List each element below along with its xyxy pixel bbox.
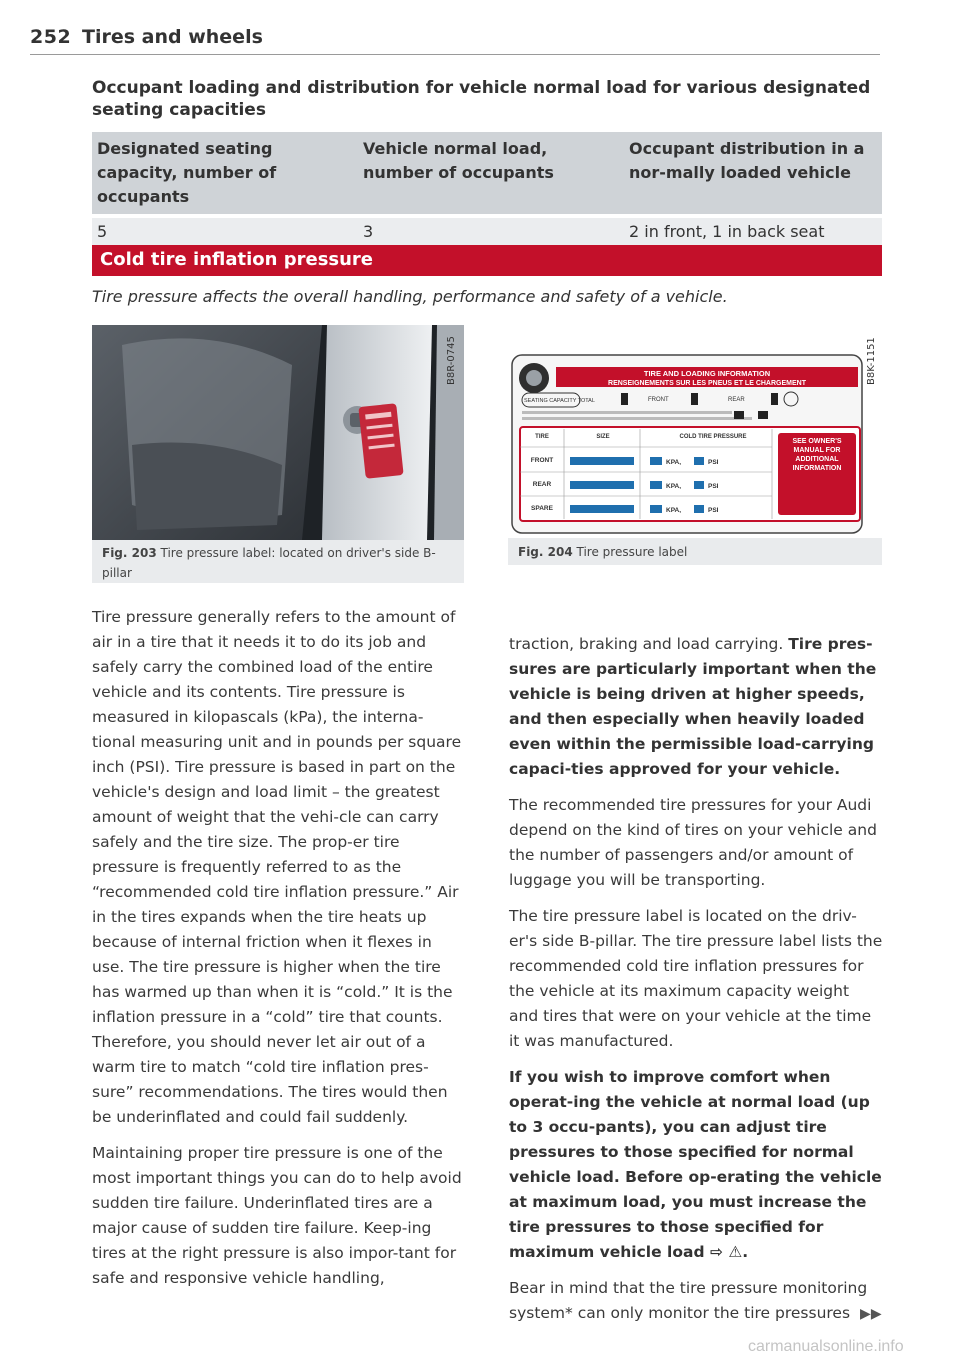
section-heading-bar [92, 245, 882, 276]
table-cell: 3 [358, 216, 624, 246]
figure-number: Fig. 203 [102, 546, 157, 560]
chapter-title: Tires and wheels [82, 26, 263, 48]
figure-204 [508, 325, 882, 565]
table-header-cell: Vehicle normal load, number of occupants [358, 132, 624, 216]
paragraph-text: traction, braking and load carrying. [509, 635, 789, 653]
label-kpa: KPA, [666, 483, 682, 490]
label-psi: PSI [708, 507, 719, 514]
label-kpa: KPA, [666, 459, 682, 466]
table-header-row [92, 132, 882, 216]
table-row [92, 216, 882, 246]
paragraph [509, 1276, 883, 1327]
right-column [509, 632, 883, 1338]
paragraph: The recommended tire pressures for your Audi depend on the kind of tires on your vehicle and the number of passengers and/or amount of luggage you will be transporting. [509, 796, 877, 889]
table-header-cell: Occupant distribution in a nor-mally loaded vehicle [624, 132, 882, 216]
paragraph: Maintaining proper tire pressure is one of the most important things you can do to help avoid sudden tire failure. Underinflated tires are a major cause of sudden tire failure. Keep-ing tires at the right pressure is also impor-tant for safe and responsive vehicle handling, [92, 1144, 462, 1287]
continue-arrow-icon: ▶▶ [860, 1306, 882, 1322]
table-cell: 2 in front, 1 in back seat [624, 216, 882, 246]
paragraph: The tire pressure label is located on the driv-er's side B-pillar. The tire pressure label lists the recommended cold tire inflation pressures for the vehicle at its maximum capacity weight and tires that were on your vehicle at the time it was manufactured. [509, 907, 883, 1050]
left-column [92, 605, 464, 1302]
label-col-pressure: COLD TIRE PRESSURE [679, 434, 747, 440]
tire-label-illustration [508, 325, 882, 538]
figure-caption-text: Tire pressure label [576, 545, 688, 559]
warning-paragraph: If you wish to improve comfort when operat-ing the vehicle at normal load (up to 3 occu-pants), you can adjust tire pressures to those specified for normal vehicle load. Before op-erating the vehicle at maximum load, you must increase the tire pressures to those specified for maximum vehicle load ⇨ ⚠. [509, 1068, 882, 1261]
figure-caption-text: Tire pressure label: located on driver's side B-pillar [102, 546, 436, 580]
label-kpa: KPA, [666, 507, 682, 514]
label-row-spare: SPARE [531, 505, 553, 512]
label-rear: REAR [728, 397, 745, 403]
paragraph-bold-text: Tire pres-sures are particularly important when the vehicle is being driven at higher speeds, and then especially when heavily loaded even within the permissible load-carrying capaci-ties approved for your vehicle. [509, 635, 877, 778]
label-psi: PSI [708, 483, 719, 490]
figure-code: B8K-1151 [866, 337, 877, 385]
section-intro: Tire pressure affects the overall handling, performance and safety of a vehicle. [92, 287, 728, 306]
b-pillar-photo [92, 325, 464, 540]
table-header-cell: Designated seating capacity, number of occupants [92, 132, 358, 216]
paragraph: Tire pressure generally refers to the amount of air in a tire that it needs it to do its job and safely carry the combined load of the entire vehicle and its contents. Tire pressure is measured in kilopascals (kPa), the interna-tional measuring unit and in pounds per square inch (PSI). Tire pressure is based in part on the vehicle's design and load limit – the greatest amount of weight that the vehi-cle can carry safely and the tire size. The prop-er tire pressure is frequently referred to as the “recommended cold tire inflation pressure.” Air in the tires expands when the tire heats up because of internal friction when it flexes in use. The tire pressure is higher when the tire has warmed up than when it is “cold.” It is the inflation pressure in a “cold” tire that counts. Therefore, you should never let air out of a warm tire to match “cold tire inflation pres-sure” recommendations. The tires would then be underinflated and could fail suddenly. [92, 608, 462, 1126]
watermark: carmanualsonline.info [748, 1338, 904, 1355]
figure-203 [92, 325, 464, 583]
label-seating: SEATING CAPACITY TOTAL [524, 398, 595, 404]
table-title: Occupant loading and distribution for vehicle normal load for various designated seating capacities [92, 78, 871, 120]
paragraph [509, 632, 883, 782]
label-title-en: TIRE AND LOADING INFORMATION [643, 369, 771, 378]
figure-code: B8R-0745 [446, 336, 457, 385]
table-cell: 5 [92, 216, 358, 246]
page-number: 252 [30, 26, 72, 48]
label-row-front: FRONT [530, 457, 554, 464]
label-col-size: SIZE [596, 434, 610, 440]
label-side-note: SEE OWNER'S MANUAL FOR ADDITIONAL INFORMATION [792, 438, 842, 472]
label-row-rear: REAR [532, 481, 552, 488]
figure-number: Fig. 204 [518, 545, 573, 559]
paragraph-text: Bear in mind that the tire pressure monitoring system* can only monitor the tire pressures [509, 1279, 868, 1322]
label-psi: PSI [708, 459, 719, 466]
label-title-fr: RENSEIGNEMENTS SUR LES PNEUS ET LE CHARGEMENT [608, 380, 806, 387]
label-front: FRONT [648, 397, 669, 403]
occupant-table [92, 132, 882, 246]
figure-caption [518, 542, 870, 562]
figure-caption [102, 543, 454, 583]
section-heading: Cold tire inflation pressure [100, 249, 374, 270]
label-col-tire: TIRE [535, 434, 549, 440]
page-header [30, 24, 880, 55]
